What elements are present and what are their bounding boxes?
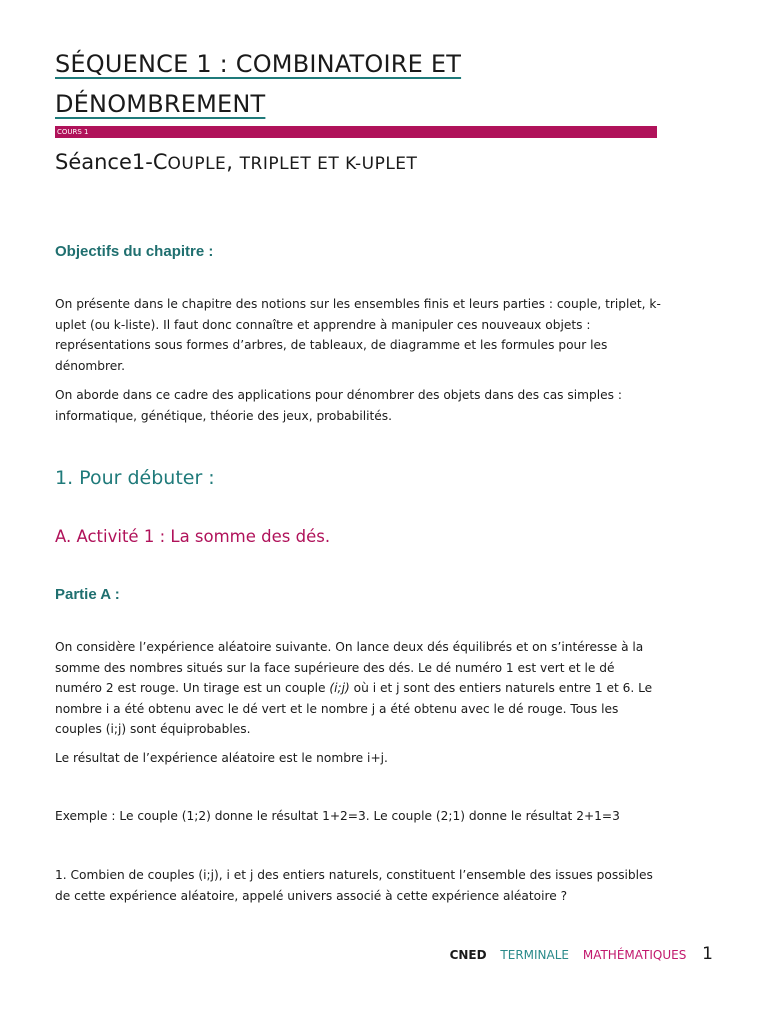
cours-label-bar: COURS 1 <box>55 126 657 138</box>
partie-a-text-2: où i et j sont des entiers naturels entre 1 et 6. Le nombre i a été obtenu avec le dé vert et le nombre j a été obtenu avec le dé rouge. Tous les couples (i;j) sont équiprobables. <box>55 681 653 736</box>
sequence-title-line2: DÉNOMBREMENT <box>55 90 266 118</box>
exemple-paragraph: Exemple : Le couple (1;2) donne le résultat 1+2=3. Le couple (2;1) donne le résultat 2+1=3 <box>55 809 620 823</box>
partie-a-couple-italic: (i;j) <box>329 681 350 695</box>
question-1-paragraph: 1. Combien de couples (i;j), i et j des entiers naturels, constituent l’ensemble des issues possibles de cette expérience aléatoire, appelé univers associé à cette expérience aléatoire ? <box>55 868 653 903</box>
footer-level: TERMINALE <box>500 948 570 962</box>
seance-title-rest-2: TRIPLET ET K-UPLET <box>239 154 418 174</box>
partie-a-text-1: On considère l’expérience aléatoire suivante. On lance deux dés équilibrés et on s’intéresse à la somme des nombres situés sur la face supérieure des dés. Le dé numéro 1 est vert et le dé numéro 2 est rouge. Un tirage est un couple <box>55 640 644 695</box>
seance-title-rest-1: OUPLE <box>167 154 227 174</box>
footer-cned: CNED <box>449 948 487 962</box>
sequence-title <box>55 44 695 124</box>
seance-title-lead: Séance1-C <box>55 150 168 174</box>
page-footer <box>450 944 713 964</box>
sequence-title-line1: SÉQUENCE 1 : COMBINATOIRE ET <box>55 50 462 78</box>
activity-1-heading: A. Activité 1 : La somme des dés. <box>55 527 331 546</box>
footer-subject: MATHÉMATIQUES <box>582 948 687 962</box>
resultat-paragraph: Le résultat de l’expérience aléatoire est le nombre i+j. <box>55 751 388 765</box>
partie-a-paragraph <box>55 637 665 740</box>
objectifs-paragraph-1: On présente dans le chapitre des notions sur les ensembles finis et leurs parties : couple, triplet, k-uplet (ou k-liste). Il faut donc connaître et apprendre à manipuler ces nouveaux objets : représentations sous formes d’arbres, de tableaux, de diagramme et les formules pour les dénombrer. <box>55 297 661 373</box>
seance-title-comma: , <box>226 150 240 174</box>
page-number: 1 <box>702 944 713 964</box>
seance-title <box>55 150 417 174</box>
partie-a-heading: Partie A : <box>55 586 120 603</box>
objectifs-heading: Objectifs du chapitre : <box>55 243 214 260</box>
objectifs-paragraph-2: On aborde dans ce cadre des applications pour dénombrer des objets dans des cas simples : informatique, génétique, théorie des jeux, probabilités. <box>55 388 622 423</box>
section-1-heading: 1. Pour débuter : <box>55 467 215 489</box>
